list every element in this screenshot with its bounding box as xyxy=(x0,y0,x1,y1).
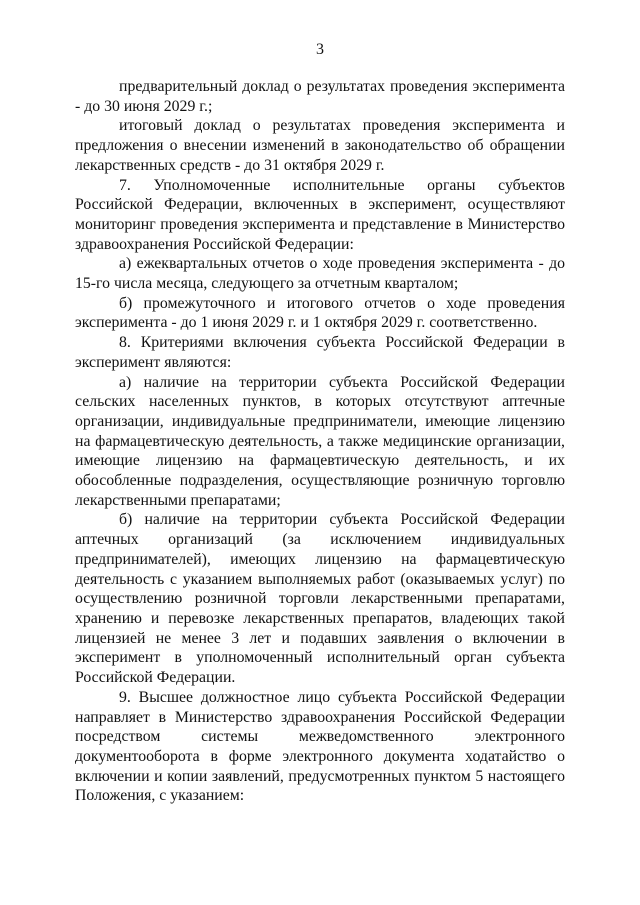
paragraph-final-report: итоговый доклад о результатах проведения эксперимента и предложения о внесении изменений в законодательство об обращении лекарственных средств - до 31 октября 2029 г. xyxy=(75,117,565,174)
paragraph-item-8b: б) наличие на территории субъекта Российской Федерации аптечных организаций (за исключением индивидуальных предпринимателей), имеющих лицензию на фармацевтическую деятельность с указанием выполняемых работ (оказываемых услуг) по осуществлению розничной торговли лекарственными препаратами, хранению и перевозке лекарственных препаратов, владеющих такой лицензией не менее 3 лет и подавших заявления о включении в эксперимент в уполномоченный исполнительный орган субъекта Российской Федерации. xyxy=(75,511,565,687)
paragraph-item-7: 7. Уполномоченные исполнительные органы субъектов Российской Федерации, включенных в эксперимент, осуществляют мониторинг проведения эксперимента и представление в Министерство здравоохранения Российской Федерации: xyxy=(75,176,565,253)
paragraph-preliminary-report: предварительный доклад о результатах проведения эксперимента - до 30 июня 2029 г.; xyxy=(75,78,565,115)
paragraph-item-9: 9. Высшее должностное лицо субъекта Российской Федерации направляет в Министерство здравоохранения Российской Федерации посредством системы межведомственного электронного документооборота в форме электронного документа ходатайство о включении и копии заявлений, предусмотренных пунктом 5 настоящего Положения, с указанием: xyxy=(75,688,565,805)
page-number: 3 xyxy=(316,41,324,58)
paragraph-item-7a: а) ежеквартальных отчетов о ходе проведения эксперимента - до 15-го числа месяца, следующего за отчетным кварталом; xyxy=(75,255,565,293)
paragraph-item-8a: а) наличие на территории субъекта Российской Федерации сельских населенных пунктов, в которых отсутствуют аптечные организации, индивидуальные предприниматели, имеющие лицензию на фармацевтическую деятельность, а также медицинские организации, имеющие лицензию на фармацевтическую деятельность, и их обособленные подразделения, осуществляющие розничную торговлю лекарственными препаратами; xyxy=(75,373,565,509)
paragraph-item-7b: б) промежуточного и итогового отчетов о ходе проведения эксперимента - до 1 июня 2029 г. и 1 октября 2029 г. соответственно. xyxy=(75,294,565,332)
paragraph-item-8: 8. Критериями включения субъекта Российской Федерации в эксперимент являются: xyxy=(75,334,565,371)
document-body xyxy=(75,77,565,806)
